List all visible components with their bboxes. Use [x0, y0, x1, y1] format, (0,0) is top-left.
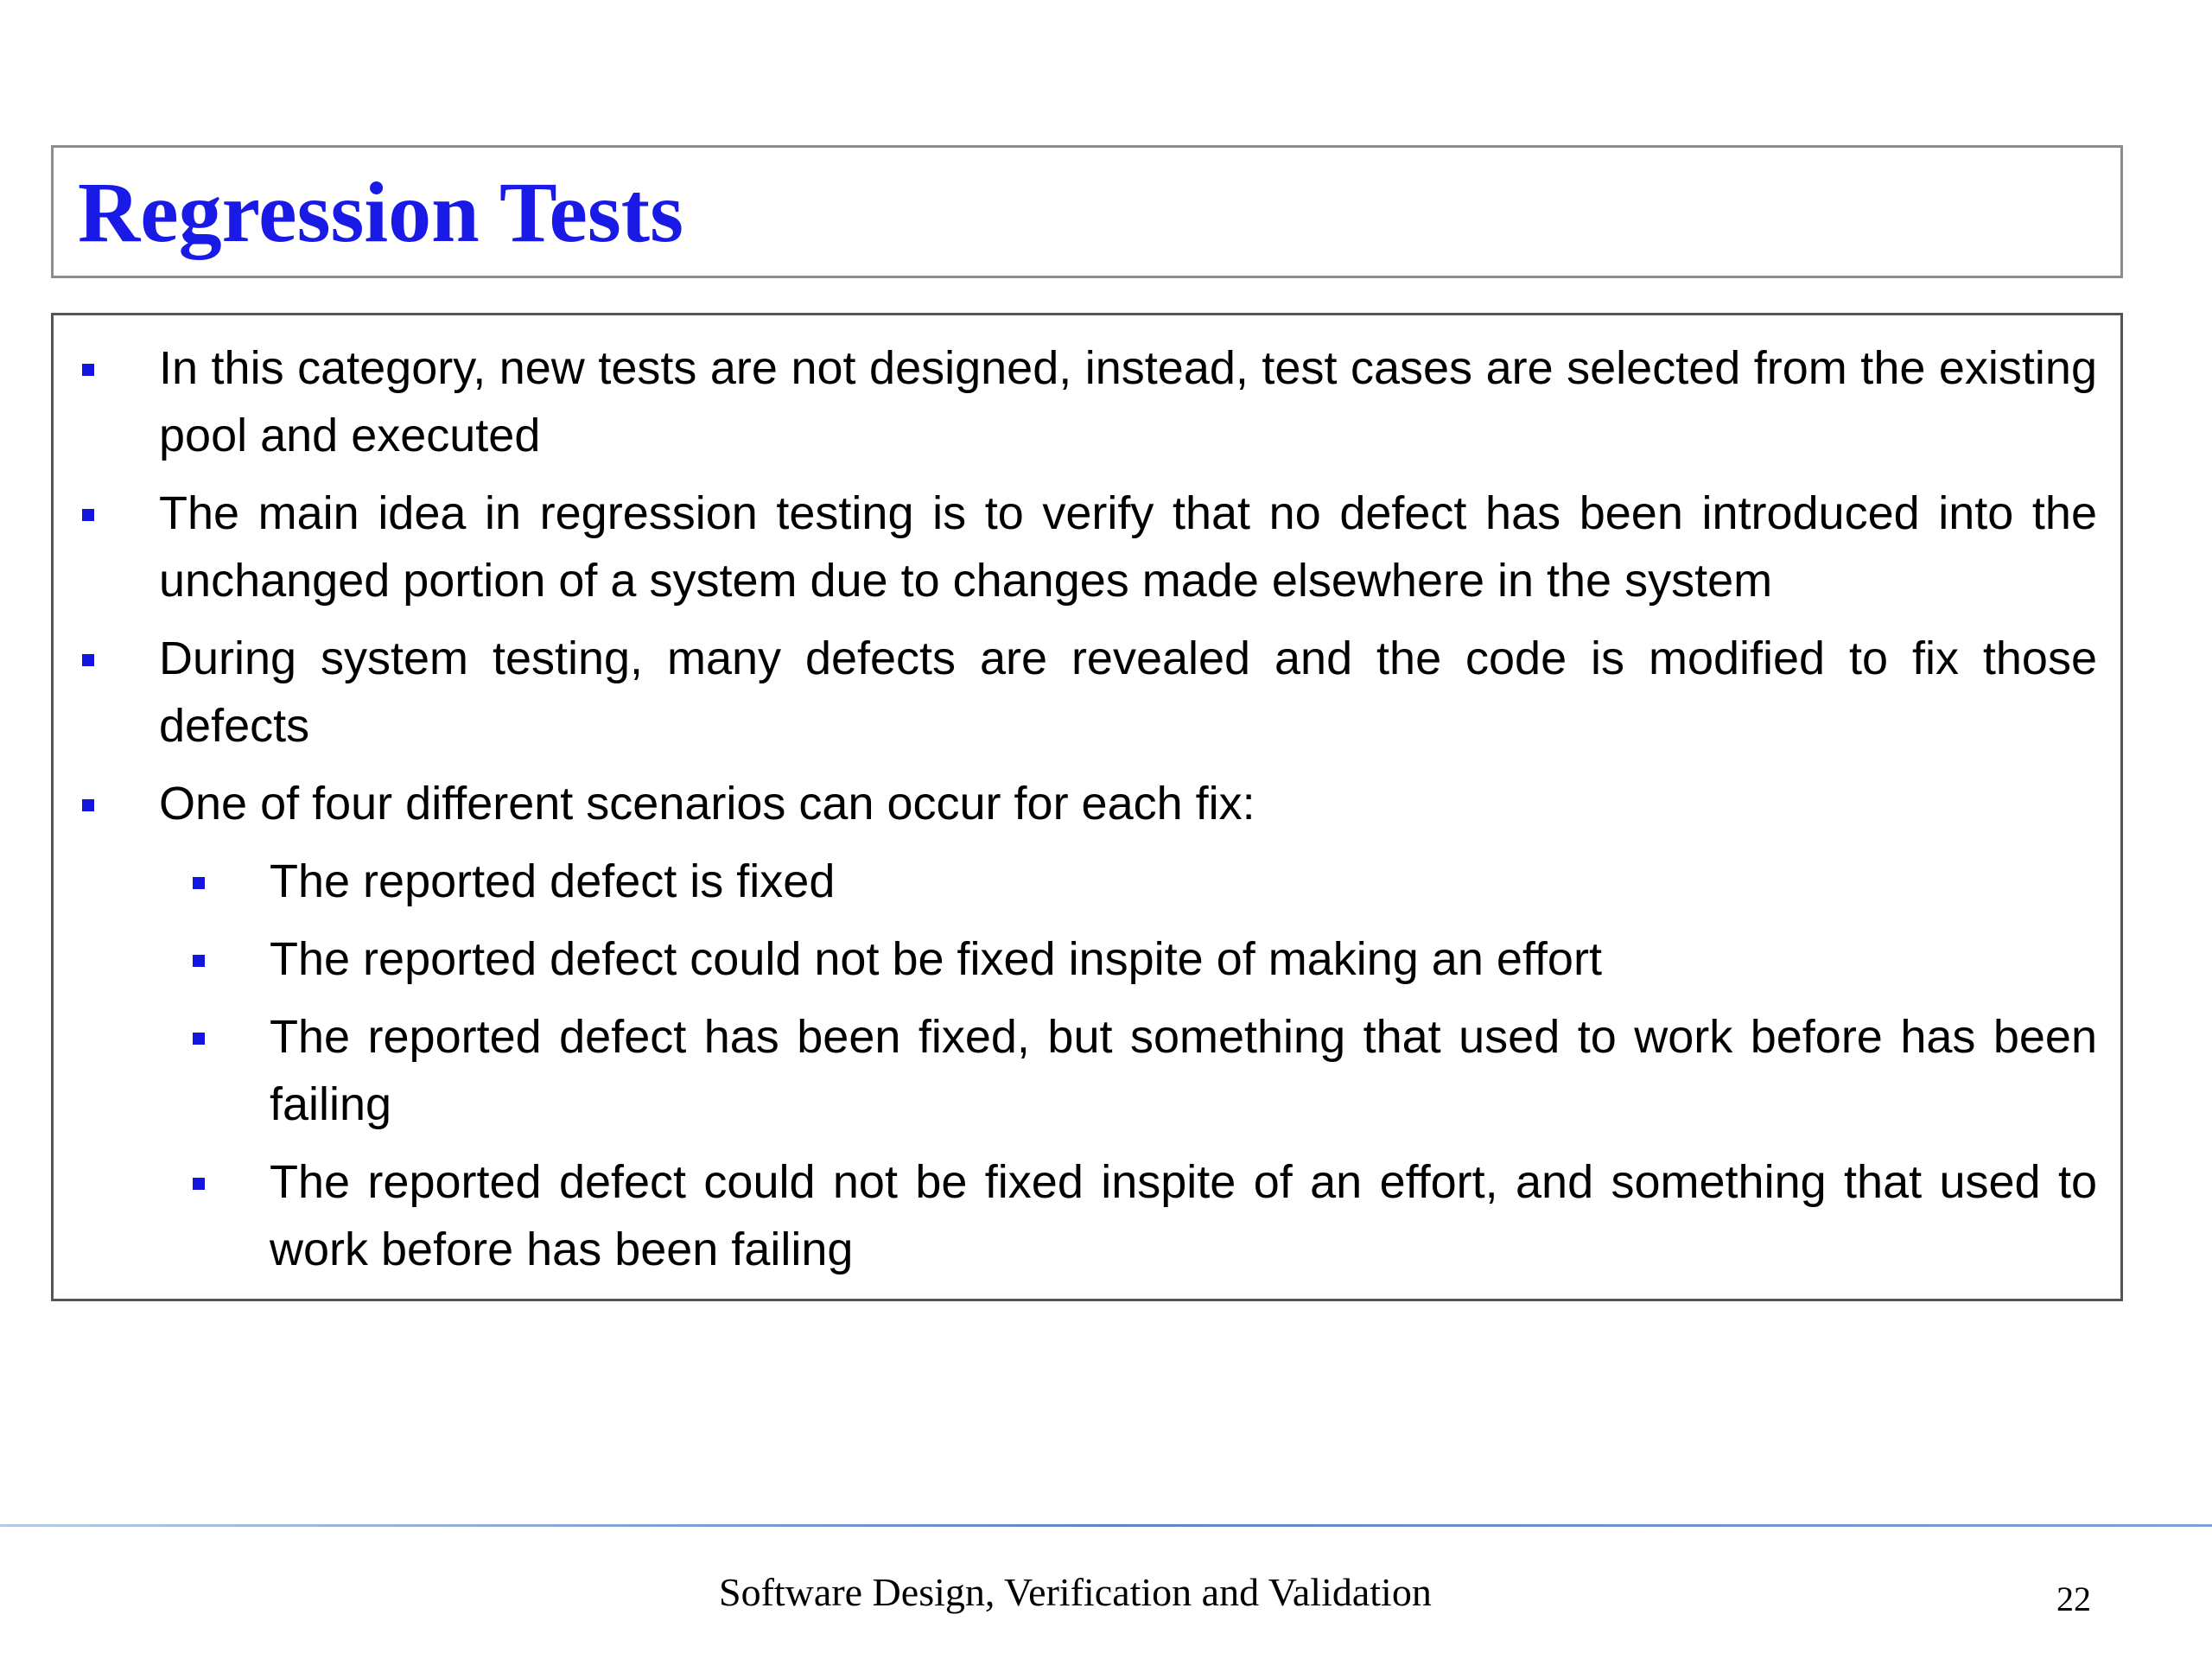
- sub-bullet-item: [54, 848, 2120, 915]
- bullet-item: [54, 480, 2120, 614]
- sub-bullet-item: [54, 925, 2120, 993]
- bullet-item: [54, 334, 2120, 469]
- square-bullet-icon: [82, 799, 94, 811]
- square-bullet-icon: [82, 364, 94, 376]
- sub-bullet-item: [54, 1148, 2120, 1283]
- bullet-text: The main idea in regression testing is to verify that no defect has been introduced into the unchanged portion of a system due to changes made elsewhere in the system: [159, 487, 2097, 607]
- slide-title: Regression Tests: [78, 164, 684, 260]
- slide-title-box: [51, 145, 2123, 278]
- square-bullet-icon: [193, 955, 205, 967]
- square-bullet-icon: [193, 1178, 205, 1190]
- bullet-text: During system testing, many defects are revealed and the code is modified to fix those defects: [159, 632, 2097, 752]
- square-bullet-icon: [193, 1033, 205, 1045]
- page-number: 22: [2056, 1580, 2091, 1618]
- slide-content-box: [51, 313, 2123, 1301]
- sub-bullet-text: The reported defect is fixed: [270, 855, 836, 907]
- sub-bullet-text: The reported defect has been fixed, but something that used to work before has been failing: [270, 1011, 2097, 1130]
- sub-bullet-item: [54, 1003, 2120, 1138]
- square-bullet-icon: [193, 877, 205, 889]
- sub-bullet-text: The reported defect could not be fixed inspite of an effort, and something that used to work before has been failing: [270, 1156, 2097, 1275]
- square-bullet-icon: [82, 654, 94, 666]
- footer-divider: [0, 1524, 2212, 1527]
- bullet-list: [54, 334, 2120, 1294]
- bullet-text: In this category, new tests are not designed, instead, test cases are selected from the existing pool and executed: [159, 342, 2097, 461]
- bullet-text: One of four different scenarios can occur for each fix:: [159, 778, 1255, 830]
- bullet-item: [54, 770, 2120, 837]
- footer-course-title: Software Design, Verification and Validation: [719, 1570, 1432, 1614]
- square-bullet-icon: [82, 509, 94, 521]
- sub-bullet-text: The reported defect could not be fixed inspite of making an effort: [270, 933, 1602, 985]
- bullet-item: [54, 625, 2120, 760]
